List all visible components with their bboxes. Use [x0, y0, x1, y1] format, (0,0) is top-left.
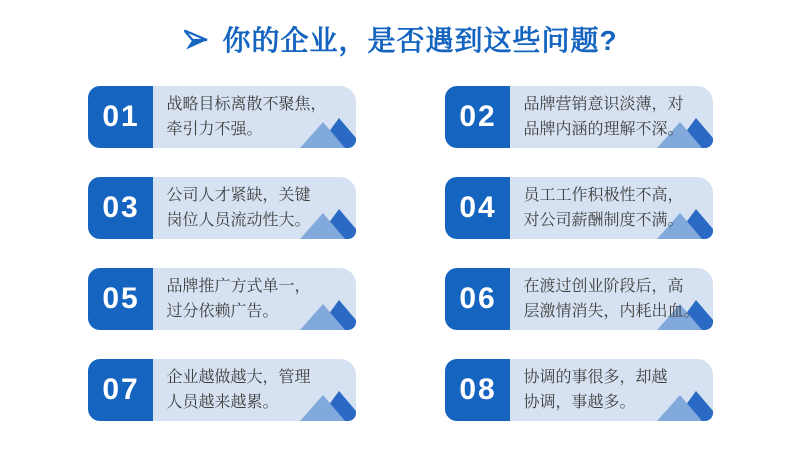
card-text-line1: 员工工作积极性不高，: [523, 187, 684, 204]
card-text-line1: 公司人才紧缺，关键: [166, 187, 311, 204]
card-text: [510, 268, 713, 330]
problem-card-02: [445, 86, 713, 148]
card-number-badge: 01: [88, 86, 153, 148]
card-text: [153, 86, 356, 148]
card-text-line2: 协调，事越多。: [523, 394, 636, 411]
problem-card-08: [445, 359, 713, 421]
card-text-line1: 企业越做越大，管理: [166, 369, 311, 386]
page-title: 你的企业，是否遇到这些问题?: [222, 25, 618, 56]
problem-card-06: [445, 268, 713, 330]
card-text-line1: 协调的事很多，却越: [523, 369, 668, 386]
card-number-badge: 04: [445, 177, 510, 239]
arrow-right-icon: [182, 28, 210, 52]
card-text: [153, 268, 356, 330]
card-text-line2: 对公司薪酬制度不满。: [523, 212, 684, 229]
card-number-badge: 05: [88, 268, 153, 330]
slide-header: [0, 0, 800, 58]
card-text-line1: 品牌推广方式单一，: [166, 278, 311, 295]
problem-card-07: [88, 359, 356, 421]
card-text-line2: 层激情消失，内耗出血。: [523, 303, 700, 320]
card-text-line2: 品牌内涵的理解不深。: [523, 121, 684, 138]
card-text-line2: 岗位人员流动性大。: [166, 212, 311, 229]
card-number-badge: 03: [88, 177, 153, 239]
card-number-badge: 08: [445, 359, 510, 421]
card-text-line1: 战略目标离散不聚焦，: [166, 96, 327, 113]
card-text: [510, 359, 713, 421]
card-text-line2: 牵引力不强。: [166, 121, 263, 138]
problem-card-04: [445, 177, 713, 239]
card-text-line2: 过分依赖广告。: [166, 303, 279, 320]
problem-card-03: [88, 177, 356, 239]
card-number-badge: 02: [445, 86, 510, 148]
card-text: [153, 177, 356, 239]
card-text-line1: 品牌营销意识淡薄，对: [523, 96, 684, 113]
card-text-line1: 在渡过创业阶段后，高: [523, 278, 684, 295]
card-text: [510, 177, 713, 239]
card-number-badge: 06: [445, 268, 510, 330]
problem-card-05: [88, 268, 356, 330]
problem-grid: [0, 86, 800, 421]
card-text-line2: 人员越来越累。: [166, 394, 279, 411]
card-text: [510, 86, 713, 148]
problem-card-01: [88, 86, 356, 148]
card-text: [153, 359, 356, 421]
card-number-badge: 07: [88, 359, 153, 421]
